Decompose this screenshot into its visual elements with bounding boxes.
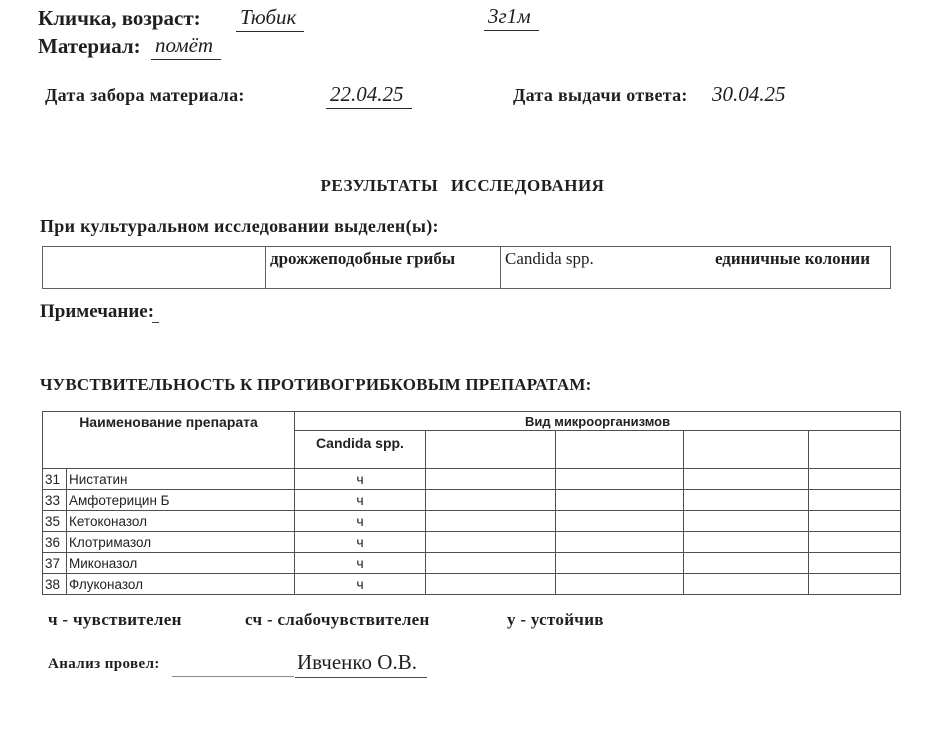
organism-quantity: единичные колонии [714,249,870,268]
culture-result-table [42,246,891,289]
drug-result: ч [295,532,426,553]
drug-result-empty [809,553,901,574]
drug-name: Клотримазол [67,532,295,553]
signature-line [172,676,294,677]
material-label: Материал: [38,34,141,58]
drug-result-empty [426,553,556,574]
analyst-name: Ивченко О.В. [295,650,427,678]
organism-column-empty [426,431,556,469]
answer-date-label: Дата выдачи ответа: [513,85,688,105]
organism-column-empty [684,431,809,469]
culture-result-label: При культуральном исследовании выделен(ы): [40,216,439,236]
analyst-label: Анализ провел: [48,656,160,672]
drug-number: 38 [43,574,67,595]
drug-name: Нистатин [67,469,295,490]
legend-weakly-sensitive: сч - слабочувствителен [245,610,430,629]
drug-result: ч [295,511,426,532]
organism-column-candida: Candida spp. [295,431,426,469]
drug-result-empty [426,574,556,595]
drug-result-empty [684,511,809,532]
drug-result-empty [556,553,684,574]
pet-age-value: 3г1м [484,4,539,31]
drug-result-empty [556,469,684,490]
drug-result-empty [684,469,809,490]
table-row [43,553,901,574]
organism-name: Candida spp. [505,249,594,268]
microorganism-header: Вид микроорганизмов [295,412,901,431]
results-title: РЕЗУЛЬТАТЫ ИССЛЕДОВАНИЯ [320,176,605,195]
sensitivity-title: ЧУВСТВИТЕЛЬНОСТЬ К ПРОТИВОГРИБКОВЫМ ПРЕПАРАТАМ: [40,375,592,394]
organism-column-empty [809,431,901,469]
drug-number: 36 [43,532,67,553]
table-row [43,490,901,511]
drug-result-empty [426,511,556,532]
drug-result-empty [426,532,556,553]
note-dash [152,322,159,323]
material-value: помёт [151,33,221,60]
pet-name-value: Тюбик [236,5,304,32]
drug-number: 35 [43,511,67,532]
collection-date-value: 22.04.25 [326,82,412,109]
drug-result-empty [426,469,556,490]
drug-result-empty [426,490,556,511]
drug-result-empty [809,574,901,595]
drug-name-header: Наименование препарата [43,412,295,469]
drug-name: Миконазол [67,553,295,574]
organism-column-empty [556,431,684,469]
drug-result-empty [556,490,684,511]
drug-result-empty [556,532,684,553]
sensitivity-header-row [43,412,901,431]
organism-name-cell [501,247,891,289]
culture-result-row [43,247,891,289]
drug-name: Кетоконазол [67,511,295,532]
table-row [43,574,901,595]
drug-result-empty [809,511,901,532]
collection-date-label: Дата забора материала: [45,85,245,105]
drug-number: 31 [43,469,67,490]
drug-name: Амфотерицин Б [67,490,295,511]
answer-date-value: 30.04.25 [712,82,786,106]
legend-sensitive: ч - чувствителен [48,610,182,629]
drug-number: 37 [43,553,67,574]
organism-type-cell: дрожжеподобные грибы [266,247,501,289]
drug-name: Флуконазол [67,574,295,595]
name-age-label: Кличка, возраст: [38,6,201,30]
drug-result: ч [295,490,426,511]
drug-result-empty [684,574,809,595]
drug-result-empty [684,490,809,511]
drug-result-empty [809,469,901,490]
drug-result-empty [809,532,901,553]
sensitivity-table [42,411,901,595]
table-row [43,511,901,532]
drug-result: ч [295,553,426,574]
drug-number: 33 [43,490,67,511]
drug-result-empty [556,511,684,532]
table-row [43,532,901,553]
table-row [43,469,901,490]
legend-resistant: у - устойчив [507,610,604,629]
drug-result: ч [295,469,426,490]
drug-result-empty [684,532,809,553]
drug-result-empty [809,490,901,511]
drug-result-empty [684,553,809,574]
drug-result-empty [556,574,684,595]
note-label: Примечание: [40,301,155,322]
drug-result: ч [295,574,426,595]
culture-empty-cell [43,247,266,289]
